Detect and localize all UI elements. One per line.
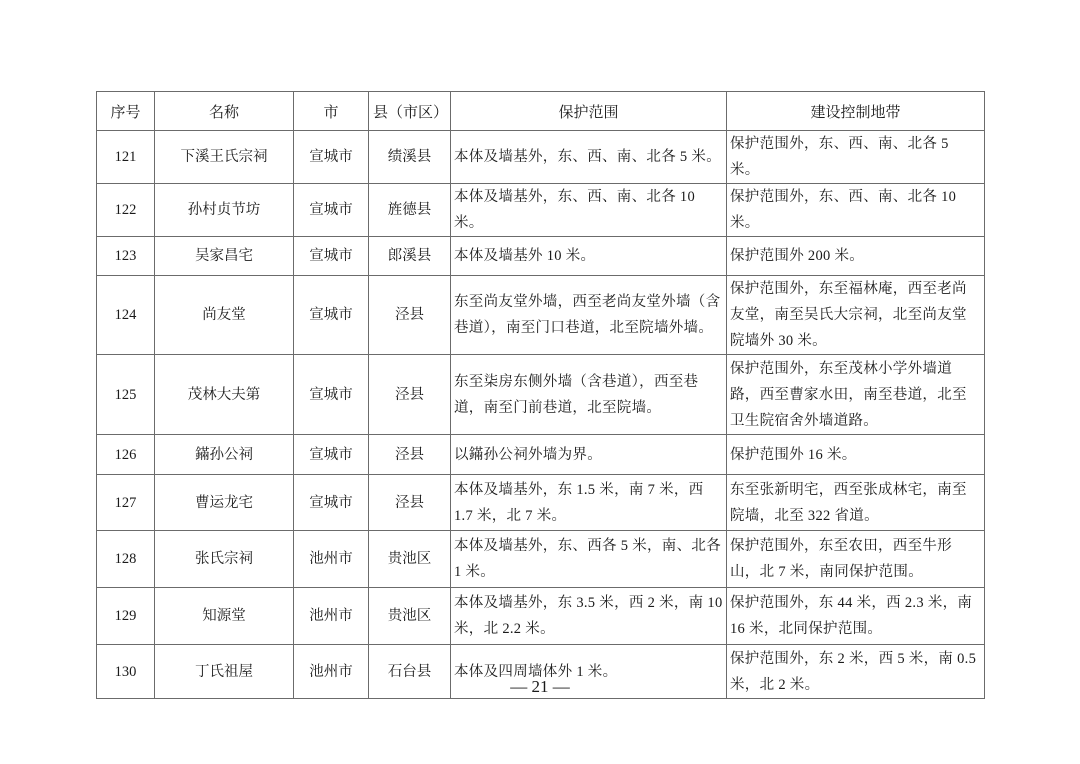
cell-protection-scope: 本体及墙基外，东、西、南、北各 5 米。: [451, 131, 727, 184]
cell-name: 吴家昌宅: [155, 237, 294, 276]
cell-county: 泾县: [369, 355, 451, 435]
table-row: [97, 355, 985, 435]
cell-number: 127: [97, 475, 155, 531]
cell-county: 贵池区: [369, 531, 451, 588]
cell-number: 126: [97, 435, 155, 475]
cell-protection-scope: 本体及四周墙体外 1 米。: [451, 645, 727, 699]
cell-county: 泾县: [369, 435, 451, 475]
cell-county: 贵池区: [369, 588, 451, 645]
cell-protection-scope: 本体及墙基外，东 3.5 米，西 2 米，南 10 米，北 2.2 米。: [451, 588, 727, 645]
header-number: 序号: [97, 92, 155, 131]
cell-name: 尚友堂: [155, 276, 294, 355]
cell-city: 宣城市: [294, 184, 369, 237]
header-county: 县（市区）: [369, 92, 451, 131]
cell-county: 石台县: [369, 645, 451, 699]
table-row: [97, 588, 985, 645]
cell-number: 125: [97, 355, 155, 435]
cell-county: 旌德县: [369, 184, 451, 237]
cell-city: 宣城市: [294, 276, 369, 355]
table-row: [97, 531, 985, 588]
header-name: 名称: [155, 92, 294, 131]
cell-number: 123: [97, 237, 155, 276]
table-row: [97, 475, 985, 531]
cell-protection-scope: 以鏋孙公祠外墙为界。: [451, 435, 727, 475]
heritage-site-table: [96, 91, 985, 699]
cell-control-zone: 东至张新明宅，西至张成林宅，南至院墙，北至 322 省道。: [727, 475, 985, 531]
cell-name: 下溪王氏宗祠: [155, 131, 294, 184]
cell-protection-scope: 本体及墙基外，东 1.5 米，南 7 米，西 1.7 米，北 7 米。: [451, 475, 727, 531]
cell-county: 泾县: [369, 475, 451, 531]
header-protection-scope: 保护范围: [451, 92, 727, 131]
cell-number: 121: [97, 131, 155, 184]
cell-city: 宣城市: [294, 435, 369, 475]
cell-number: 124: [97, 276, 155, 355]
cell-city: 宣城市: [294, 475, 369, 531]
cell-city: 宣城市: [294, 355, 369, 435]
cell-control-zone: 保护范围外，东至福林庵，西至老尚友堂，南至吴氏大宗祠，北至尚友堂院墙外 30 米。: [727, 276, 985, 355]
cell-city: 宣城市: [294, 131, 369, 184]
cell-protection-scope: 本体及墙基外，东、西、南、北各 10 米。: [451, 184, 727, 237]
cell-protection-scope: 本体及墙基外，东、西各 5 米，南、北各 1 米。: [451, 531, 727, 588]
table-row: [97, 184, 985, 237]
cell-city: 池州市: [294, 588, 369, 645]
table-header-row: [97, 92, 985, 131]
cell-control-zone: 保护范围外，东至茂林小学外墙道路，西至曹家水田，南至巷道，北至卫生院宿舍外墙道路。: [727, 355, 985, 435]
cell-county: 郎溪县: [369, 237, 451, 276]
cell-name: 丁氏祖屋: [155, 645, 294, 699]
cell-control-zone: 保护范围外，东 44 米，西 2.3 米，南 16 米，北同保护范围。: [727, 588, 985, 645]
table-row: [97, 435, 985, 475]
table-row: [97, 237, 985, 276]
cell-number: 128: [97, 531, 155, 588]
cell-control-zone: 保护范围外 200 米。: [727, 237, 985, 276]
cell-name: 曹运龙宅: [155, 475, 294, 531]
cell-city: 池州市: [294, 531, 369, 588]
cell-county: 绩溪县: [369, 131, 451, 184]
cell-control-zone: 保护范围外，东、西、南、北各 10 米。: [727, 184, 985, 237]
cell-number: 122: [97, 184, 155, 237]
cell-city: 宣城市: [294, 237, 369, 276]
cell-name: 鏋孙公祠: [155, 435, 294, 475]
cell-control-zone: 保护范围外 16 米。: [727, 435, 985, 475]
cell-name: 茂林大夫第: [155, 355, 294, 435]
cell-name: 孙村贞节坊: [155, 184, 294, 237]
cell-control-zone: 保护范围外，东、西、南、北各 5 米。: [727, 131, 985, 184]
cell-protection-scope: 东至柒房东侧外墙（含巷道），西至巷道，南至门前巷道，北至院墙。: [451, 355, 727, 435]
table-row: [97, 131, 985, 184]
header-city: 市: [294, 92, 369, 131]
cell-number: 130: [97, 645, 155, 699]
table-row: [97, 276, 985, 355]
cell-control-zone: 保护范围外，东至农田，西至牛形山，北 7 米，南同保护范围。: [727, 531, 985, 588]
cell-protection-scope: 东至尚友堂外墙，西至老尚友堂外墙（含巷道），南至门口巷道，北至院墙外墙。: [451, 276, 727, 355]
cell-county: 泾县: [369, 276, 451, 355]
cell-name: 张氏宗祠: [155, 531, 294, 588]
cell-number: 129: [97, 588, 155, 645]
cell-protection-scope: 本体及墙基外 10 米。: [451, 237, 727, 276]
cell-city: 池州市: [294, 645, 369, 699]
cell-control-zone: 保护范围外，东 2 米，西 5 米，南 0.5 米，北 2 米。: [727, 645, 985, 699]
header-construction-control-zone: 建设控制地带: [727, 92, 985, 131]
cell-name: 知源堂: [155, 588, 294, 645]
page-number: — 21 —: [510, 677, 570, 696]
